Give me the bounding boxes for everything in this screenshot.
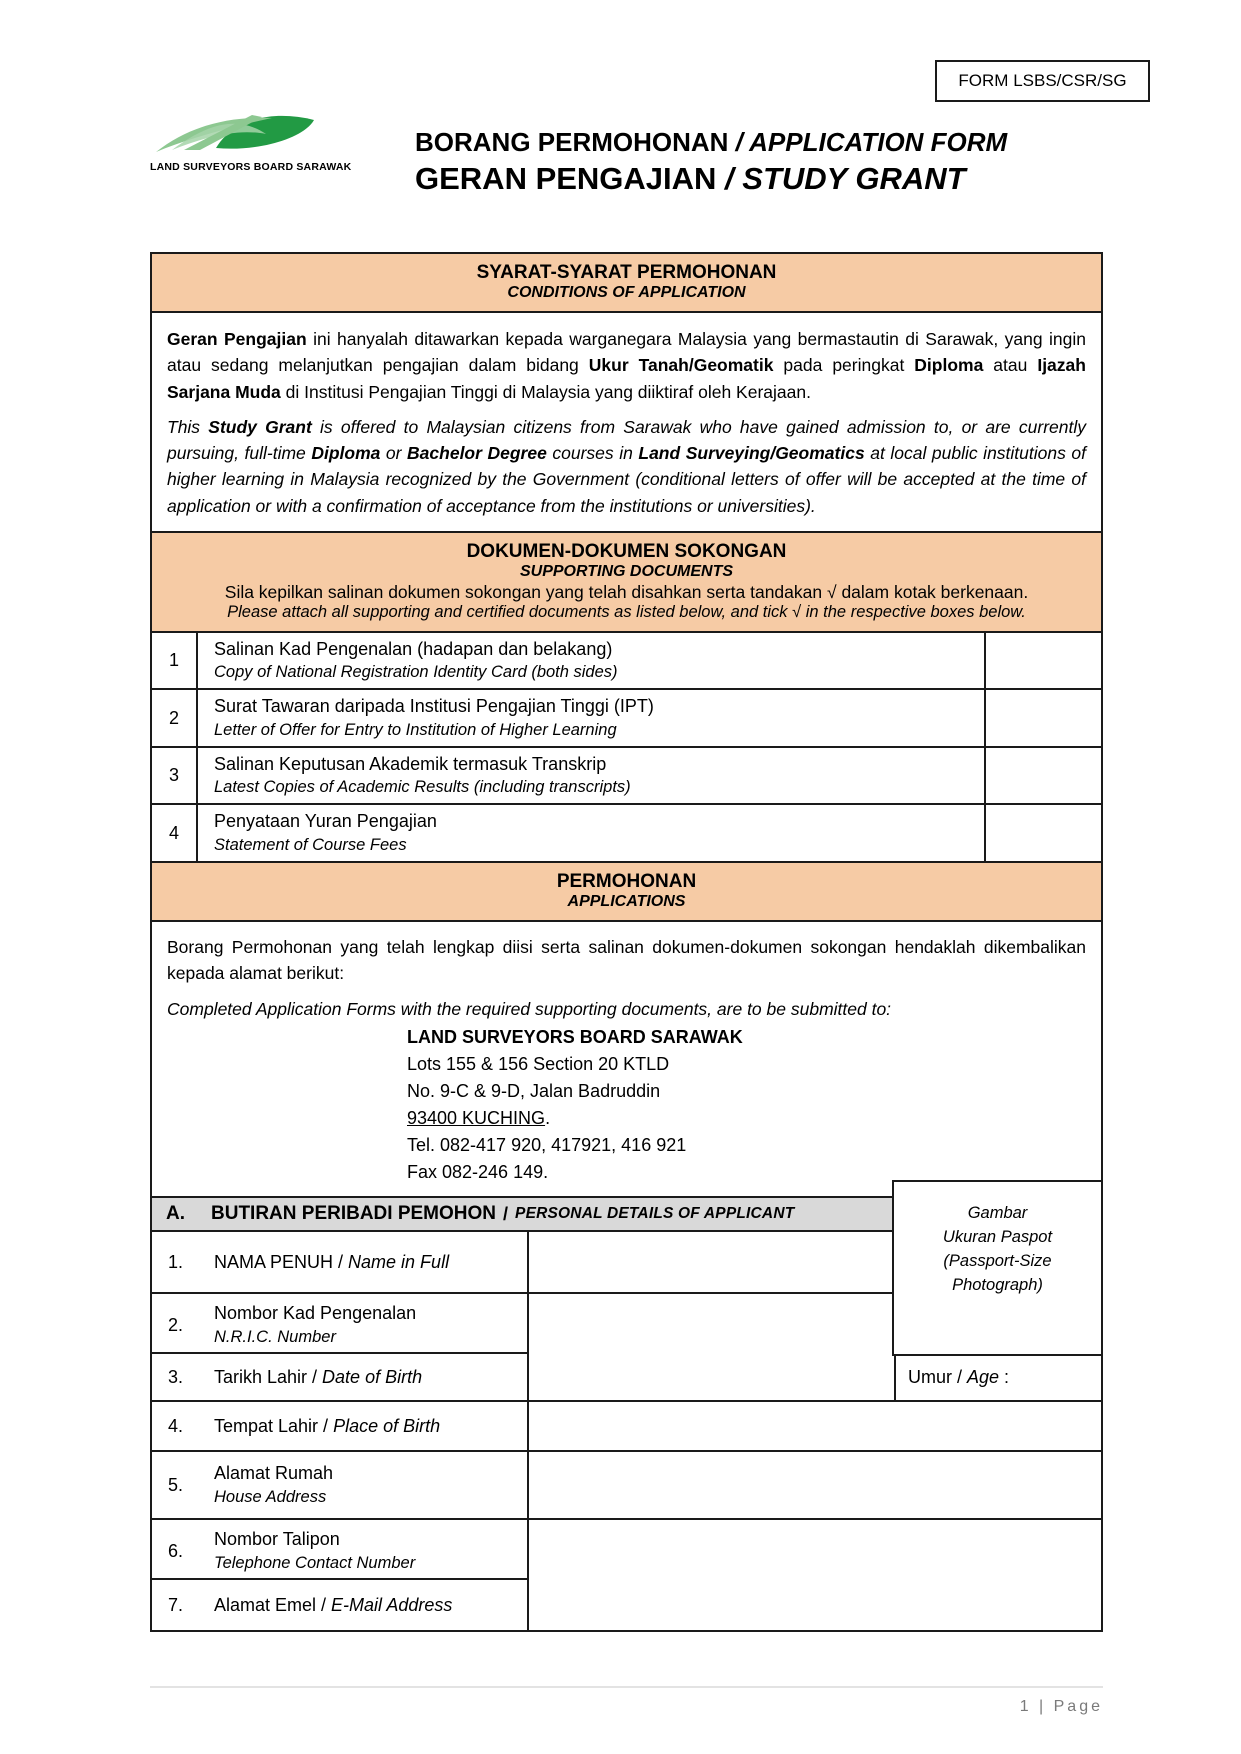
photo-box-line4: Photograph) bbox=[952, 1275, 1043, 1294]
row-label bbox=[152, 1452, 529, 1518]
section-a-personal-details bbox=[150, 1196, 1103, 1632]
photo-box-line3: (Passport-Size bbox=[943, 1251, 1052, 1270]
row-house-address bbox=[152, 1452, 1101, 1520]
document-row-3 bbox=[152, 748, 1101, 806]
document-row-4 bbox=[152, 805, 1101, 863]
document-description-en: Letter of Offer for Entry to Institution of Higher Learning bbox=[214, 720, 617, 739]
document-tick-box[interactable] bbox=[984, 690, 1101, 746]
logo-caption: LAND SURVEYORS BOARD SARAWAK bbox=[150, 161, 352, 173]
row-number: 7. bbox=[168, 1594, 184, 1615]
documents-note-ms: Sila kepilkan salinan dokumen sokongan yang telah disahkan serta tandakan √ dalam kotak berkenaan. bbox=[224, 581, 1029, 602]
conditions-body bbox=[152, 313, 1101, 533]
address-line-street: No. 9-C & 9-D, Jalan Badruddin bbox=[407, 1080, 661, 1101]
supporting-documents-header bbox=[152, 533, 1101, 633]
document-row-2 bbox=[152, 690, 1101, 748]
form-code-text: FORM LSBS/CSR/SG bbox=[958, 71, 1127, 90]
row-label-line2: N.R.I.C. Number bbox=[214, 1328, 336, 1347]
row-number: 3. bbox=[168, 1366, 184, 1387]
row-label bbox=[152, 1232, 529, 1292]
document-tick-box[interactable] bbox=[984, 633, 1101, 689]
page-footer bbox=[150, 1686, 1103, 1716]
row-email-address bbox=[152, 1580, 1101, 1630]
applications-title-ms: PERMOHONAN bbox=[556, 871, 697, 892]
document-description bbox=[198, 748, 984, 804]
documents-note-en: Please attach all supporting and certified documents as listed below, and tick √ in the respective boxes below. bbox=[227, 602, 1026, 621]
form-code-box bbox=[935, 60, 1150, 102]
photo-box-line1: Gambar bbox=[967, 1204, 1028, 1222]
row-label bbox=[152, 1354, 529, 1400]
conditions-header bbox=[152, 254, 1101, 313]
row-label-line1: Alamat Rumah bbox=[214, 1462, 334, 1483]
document-description-en: Statement of Course Fees bbox=[214, 835, 407, 854]
form-titles bbox=[415, 126, 1007, 199]
row-label bbox=[152, 1520, 529, 1582]
row-date-of-birth bbox=[152, 1354, 1101, 1402]
section-a-title-ms: BUTIRAN PERIBADI PEMOHON bbox=[211, 1203, 497, 1224]
applications-paragraph-ms: Borang Permohonan yang telah lengkap diisi serta salinan dokumen-dokumen sokongan hendaklah dikembalikan kepada alamat berikut: bbox=[167, 937, 1086, 984]
applications-paragraph-en: Completed Application Forms with the required supporting documents, are to be submitted to: bbox=[167, 998, 892, 1019]
address-line-fax: Fax 082-246 149. bbox=[407, 1161, 549, 1182]
telephone-number-field[interactable] bbox=[529, 1520, 1101, 1582]
document-description-en: Latest Copies of Academic Results (including transcripts) bbox=[214, 778, 631, 797]
conditions-documents-table bbox=[150, 252, 1103, 1202]
row-label-text bbox=[214, 1300, 416, 1350]
email-address-field[interactable] bbox=[529, 1580, 1101, 1630]
conditions-paragraph-en: This Study Grant is offered to Malaysian citizens from Sarawak who have gained admission to, or are currently pursuing, full-time Diploma or Bachelor Degree courses in Land Surveying/Geomatics at local public institutions of higher learning in Malaysia recognized by the Government (conditional letters of offer will be accepted at the time of application or with a confirmation of acceptance from the institutions or universities). bbox=[167, 416, 1086, 516]
document-tick-box[interactable] bbox=[984, 805, 1101, 861]
address-line-lots: Lots 155 & 156 Section 20 KTLD bbox=[407, 1053, 670, 1074]
document-description bbox=[198, 805, 984, 861]
document-number: 1 bbox=[152, 633, 198, 689]
age-label: Umur / Age : bbox=[908, 1366, 1010, 1387]
conditions-paragraph-ms: Geran Pengajian ini hanyalah ditawarkan kepada warganegara Malaysia yang bermastautin di Sarawak, yang ingin atau sedang melanjutkan pengajian dalam bidang Ukur Tanah/Geomatik pada peringkat Diploma atau Ijazah Sarjana Muda di Institusi Pengajian Tinggi di Malaysia yang diiktiraf oleh Kerajaan. bbox=[167, 329, 1086, 402]
document-description-ms: Salinan Kad Pengenalan (hadapan dan belakang) bbox=[214, 638, 613, 659]
document-description-ms: Surat Tawaran daripada Institusi Pengajian Tinggi (IPT) bbox=[214, 696, 654, 717]
place-of-birth-field[interactable] bbox=[529, 1402, 1101, 1450]
document-row-1 bbox=[152, 633, 1101, 691]
document-description bbox=[198, 633, 984, 689]
applications-title-en: APPLICATIONS bbox=[567, 893, 686, 910]
passport-photo-box[interactable] bbox=[892, 1180, 1103, 1356]
row-label-text: Alamat Emel / E-Mail Address bbox=[214, 1594, 453, 1615]
row-number: 4. bbox=[168, 1415, 184, 1436]
documents-title-ms: DOKUMEN-DOKUMEN SOKONGAN bbox=[466, 540, 787, 562]
logo-leaf-icon bbox=[154, 108, 324, 160]
form-title-line1: BORANG PERMOHONAN / APPLICATION FORM bbox=[415, 127, 1008, 157]
row-number: 6. bbox=[168, 1540, 184, 1561]
row-label bbox=[152, 1580, 529, 1630]
photo-box-line2: Ukuran Paspot bbox=[942, 1227, 1053, 1246]
address-line-tel: Tel. 082-417 920, 417921, 416 921 bbox=[407, 1134, 687, 1155]
document-description bbox=[198, 690, 984, 746]
row-label-line2: House Address bbox=[214, 1488, 327, 1507]
row-label-text bbox=[214, 1526, 415, 1576]
document-description-ms: Salinan Keputusan Akademik termasuk Transkrip bbox=[214, 753, 607, 774]
footer-divider bbox=[150, 1686, 1103, 1688]
conditions-title-ms: SYARAT-SYARAT PERMOHONAN bbox=[476, 262, 777, 283]
house-address-field[interactable] bbox=[529, 1452, 1101, 1518]
address-line-org: LAND SURVEYORS BOARD SARAWAK bbox=[407, 1026, 743, 1047]
row-number: 2. bbox=[168, 1314, 184, 1335]
row-label-text: Tarikh Lahir / Date of Birth bbox=[214, 1366, 423, 1387]
document-number: 4 bbox=[152, 805, 198, 861]
row-number: 5. bbox=[168, 1474, 184, 1495]
row-label-text: NAMA PENUH / Name in Full bbox=[214, 1251, 450, 1272]
row-label-text bbox=[214, 1460, 333, 1510]
row-label-line1: Nombor Talipon bbox=[214, 1529, 340, 1549]
age-field[interactable] bbox=[894, 1354, 1105, 1400]
applications-header bbox=[152, 863, 1101, 922]
document-description-ms: Penyataan Yuran Pengajian bbox=[214, 811, 437, 832]
form-title-line2: GERAN PENGAJIAN / STUDY GRANT bbox=[415, 161, 966, 197]
row-label-line2: Telephone Contact Number bbox=[214, 1554, 416, 1573]
document-tick-box[interactable] bbox=[984, 748, 1101, 804]
row-label bbox=[152, 1294, 529, 1356]
conditions-title-en: CONDITIONS OF APPLICATION bbox=[507, 284, 746, 301]
documents-title-en: SUPPORTING DOCUMENTS bbox=[519, 562, 734, 580]
row-telephone-number bbox=[152, 1520, 1101, 1580]
section-a-label: A. bbox=[166, 1203, 185, 1224]
row-label-line1: Nombor Kad Pengenalan bbox=[214, 1303, 417, 1323]
document-number: 3 bbox=[152, 748, 198, 804]
organization-logo bbox=[150, 108, 352, 173]
page-number: 1 | Page bbox=[1019, 1698, 1103, 1715]
row-number: 1. bbox=[168, 1251, 184, 1272]
applications-body bbox=[152, 922, 1101, 1200]
date-of-birth-field[interactable] bbox=[529, 1354, 894, 1400]
document-number: 2 bbox=[152, 690, 198, 746]
document-description-en: Copy of National Registration Identity Card (both sides) bbox=[214, 663, 618, 682]
row-label bbox=[152, 1402, 529, 1450]
row-label-text: Tempat Lahir / Place of Birth bbox=[214, 1415, 441, 1436]
row-place-of-birth bbox=[152, 1402, 1101, 1452]
section-a-separator: / bbox=[503, 1203, 509, 1224]
address-line-city: 93400 KUCHING. bbox=[407, 1107, 551, 1128]
submission-address bbox=[407, 1024, 1086, 1186]
section-a-title-en: PERSONAL DETAILS OF APPLICANT bbox=[515, 1205, 795, 1222]
